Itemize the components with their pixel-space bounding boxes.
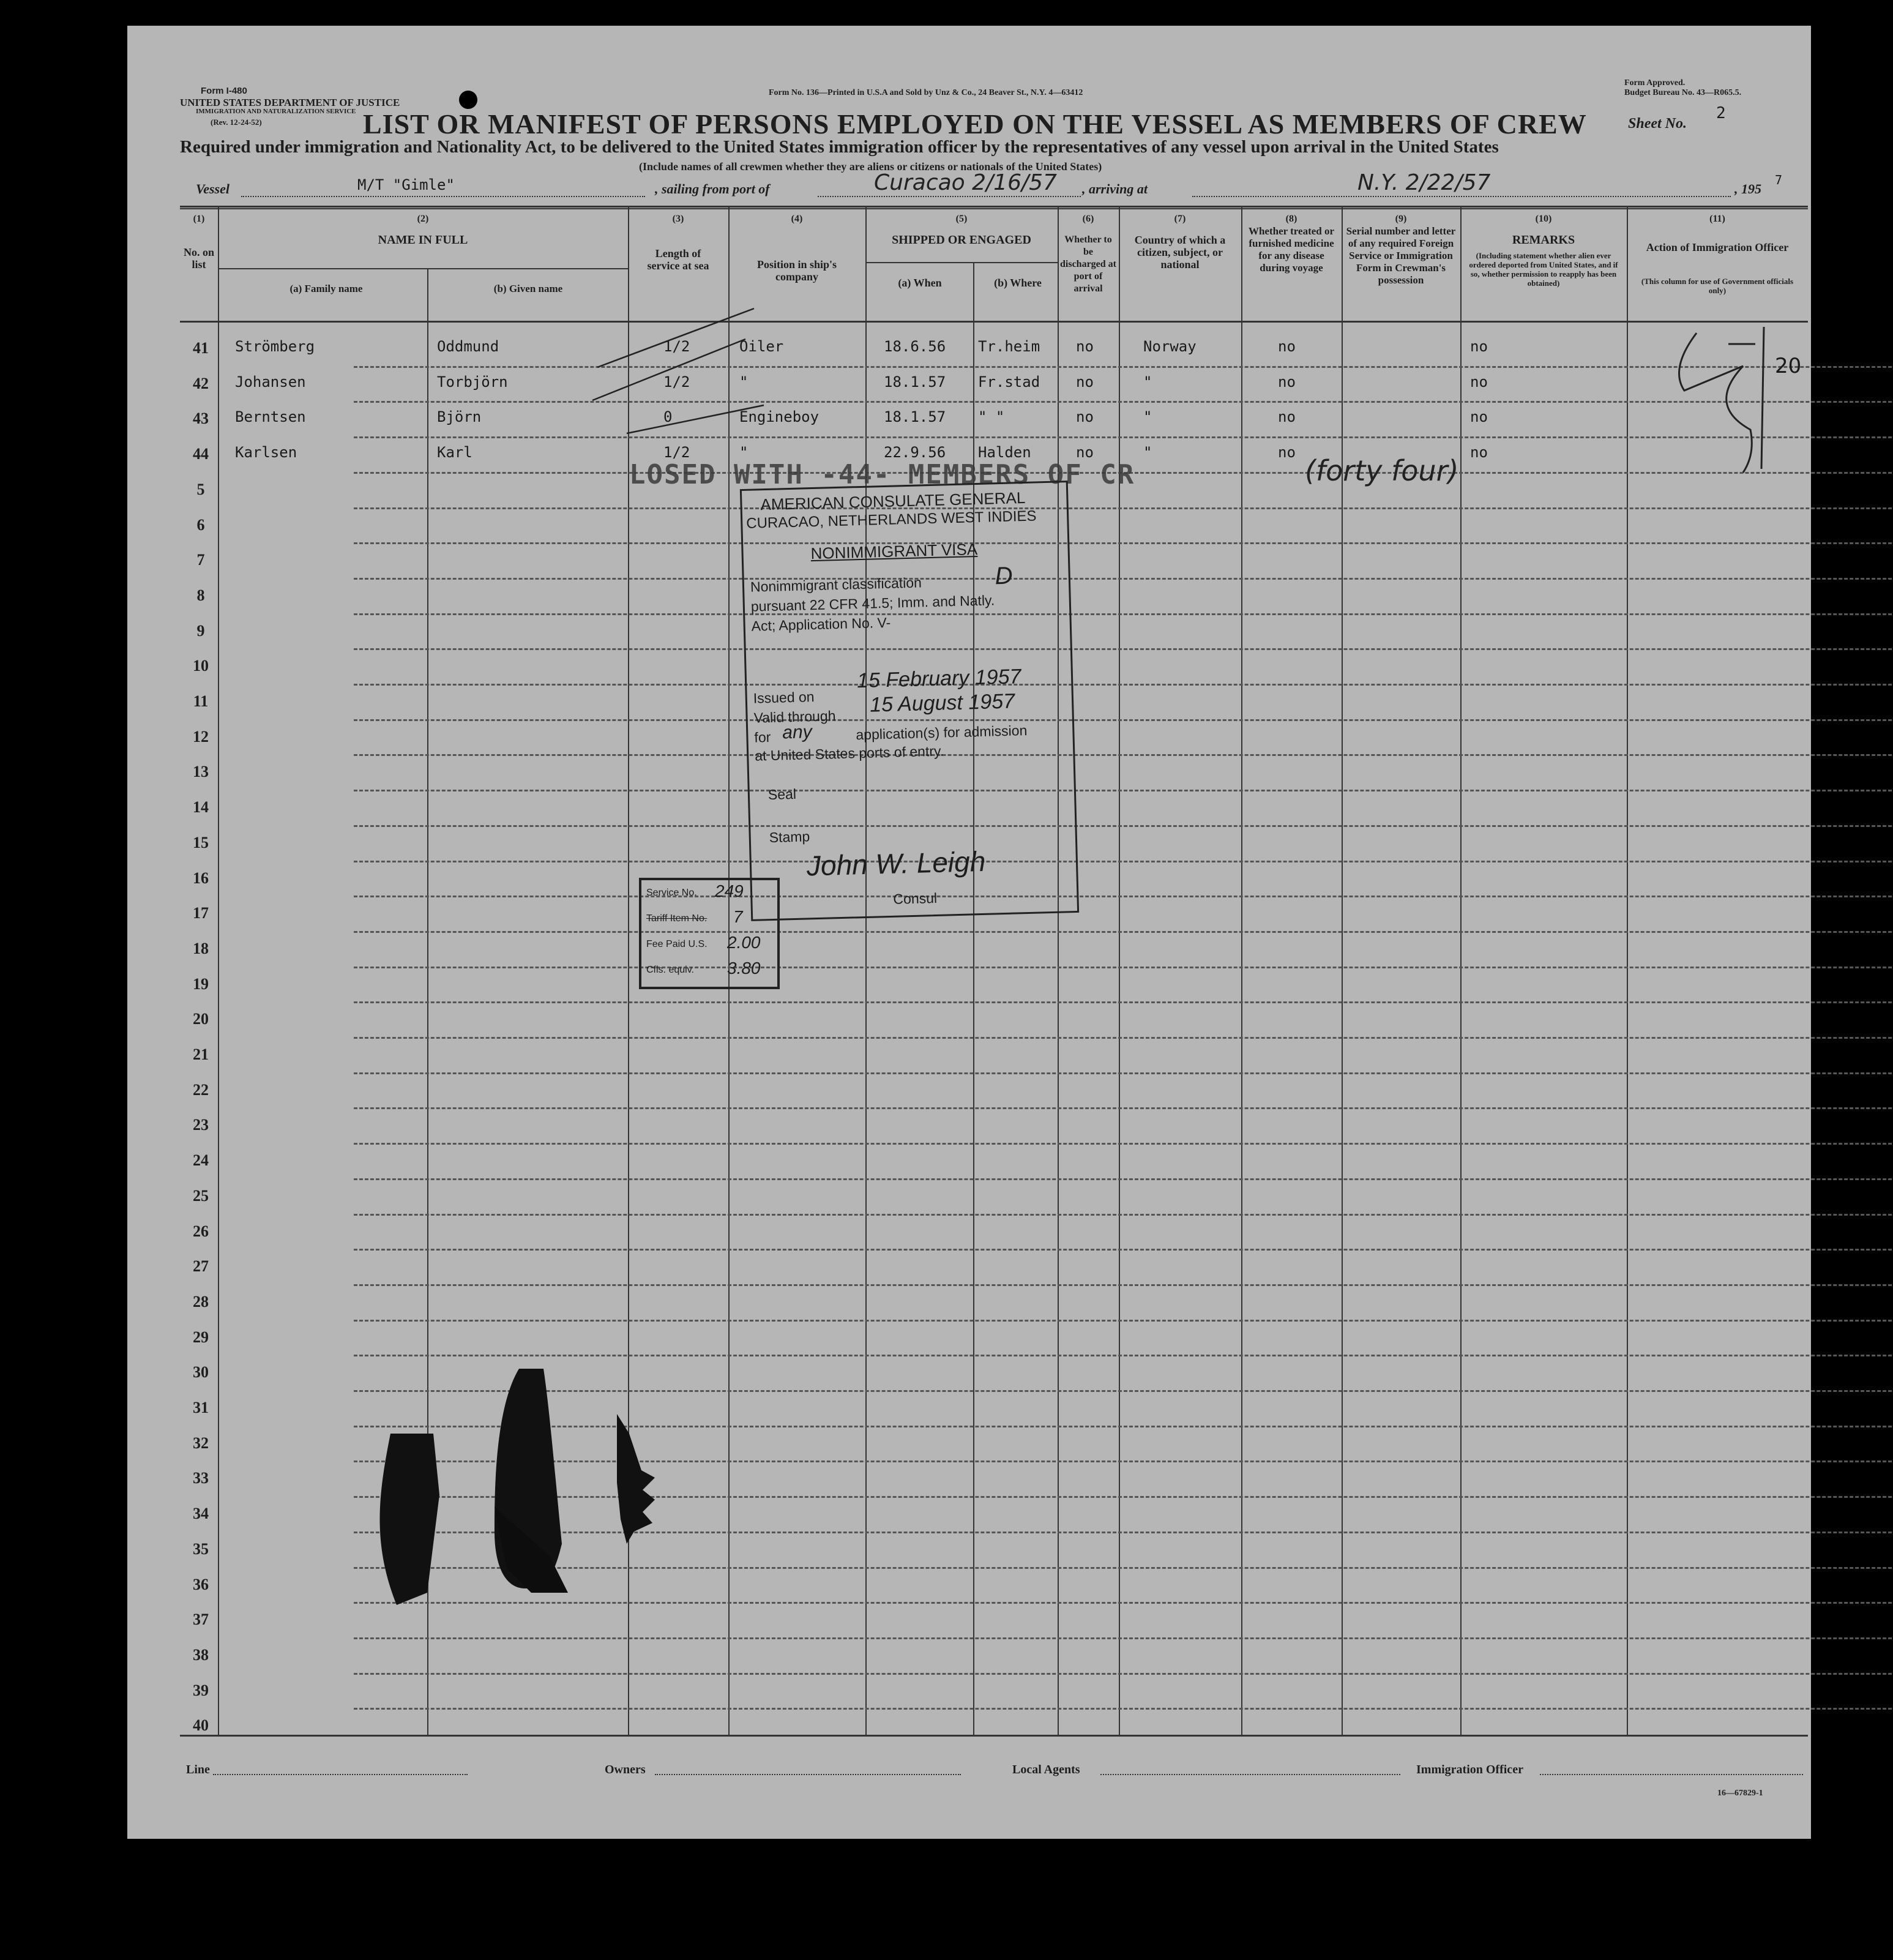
crew-family-name: Berntsen [235,408,306,425]
fee-paid-value: 2.00 [727,933,761,952]
crew-remarks: no [1470,338,1488,355]
col2b-label: (b) Given name [493,283,563,294]
footer-owners-label: Owners [605,1763,646,1776]
year-label: , 195 [1734,181,1761,196]
paper-damage [127,26,1811,1839]
crew-country: " [1143,408,1152,425]
row-number: 7 [196,551,205,569]
visa-signature: John W. Leigh [806,845,986,882]
year-value: 7 [1775,173,1783,187]
form-number: Form I-480 [201,86,247,96]
crew-family-name: Johansen [235,373,306,391]
visa-stamp-label: Stamp [769,828,810,846]
col2a-label: (a) Family name [289,283,363,294]
visa-valid-value: 15 August 1957 [869,689,1015,717]
crew-length-of-service: 1/2 [663,444,690,461]
crew-position: " [739,444,749,461]
crew-treated: no [1278,408,1296,425]
fee-tariff-label: Tariff Item No. [646,913,708,924]
row-number: 13 [193,763,209,780]
col9-number: (9) [1395,214,1407,224]
form-approved: Form Approved. [1624,78,1686,88]
crew-shipped-when: 18.6.56 [884,338,946,355]
row-number: 20 [193,1010,209,1028]
row-number: 6 [196,516,205,534]
manifest-page [127,26,1811,1839]
row-number: 19 [193,975,209,993]
row-number: 40 [193,1716,209,1734]
department: UNITED STATES DEPARTMENT OF JUSTICE [180,97,400,108]
crew-given-name: Karl [437,444,472,461]
row-number: 31 [193,1399,209,1416]
row-number: 11 [193,692,209,710]
crew-length-of-service: 0 [663,408,673,425]
crew-number: 41 [193,339,209,357]
fee-equiv-label: Cfls. equiv. [646,965,694,975]
footer-owners-underline [655,1774,961,1776]
col1-label: No. on list [183,246,214,271]
crew-position: " [739,373,749,391]
visa-for-label: for [754,728,771,746]
subnote: (Include names of all crewmen whether they are aliens or citizens or nationals of the United States) [639,160,1102,173]
sheet-label: Sheet No. [1628,116,1687,132]
col3-number: (3) [672,214,684,224]
crew-remarks: no [1470,373,1488,391]
col4-number: (4) [791,214,803,224]
crew-shipped-when: 22.9.56 [884,444,946,461]
row-number: 39 [193,1681,209,1699]
crew-shipped-where: Tr.heim [978,338,1040,355]
budget-bureau: Budget Bureau No. 43—R065.5. [1624,88,1742,97]
fee-service-label: Service No. [646,888,697,898]
crew-remarks: no [1470,408,1488,425]
visa-line1: AMERICAN CONSULATE GENERAL [760,488,1026,514]
row-number: 26 [193,1222,209,1240]
crew-treated: no [1278,373,1296,391]
vessel-label: Vessel [196,181,230,196]
fee-paid-label: Fee Paid U.S. [646,939,708,949]
closing-handwriting: (forty four) [1305,454,1459,487]
sailing-port: Curacao 2/16/57 [874,170,1057,195]
fee-equiv-value: 3.80 [727,959,761,978]
crew-position: Engineboy [739,408,820,425]
service-name: IMMIGRATION AND NATURALIZATION SERVICE [196,108,356,115]
crew-remarks: no [1470,444,1488,461]
col1-number: (1) [193,214,205,224]
crew-number: 43 [193,410,209,427]
crew-shipped-where: " " [978,408,1005,425]
crew-country: " [1143,444,1152,461]
footer-form-code: 16—67829-1 [1717,1789,1763,1798]
visa-for-value: any [782,722,813,743]
col6-label: Whether to be discharged at port of arrival [1060,234,1116,294]
col11-label: Action of Immigration Officer [1646,241,1789,253]
crew-position: Oiler [739,338,784,355]
crew-given-name: Oddmund [437,338,499,355]
printer-note: Form No. 136—Printed in U.S.A and Sold by Unz & Co., 24 Beaver St., N.Y. 4—63412 [769,88,1083,97]
col11-note: (This column for use of Government officials only) [1641,277,1794,295]
closing-stamp: LOSED WITH -44- MEMBERS OF CR [629,459,1135,490]
col2-number: (2) [417,214,429,224]
visa-issued-label: Issued on [753,689,815,706]
vessel-name: M/T "Gimle" [357,176,455,193]
sheet-number: 2 [1716,104,1726,122]
crew-shipped-where: Halden [978,444,1031,461]
visa-issued-value: 15 February 1957 [856,665,1021,693]
col11-number: (11) [1709,214,1725,224]
footer-agents-label: Local Agents [1012,1763,1080,1776]
crew-given-name: Torbjörn [437,373,508,391]
col5b-label: (b) Where [994,277,1042,289]
row-number: 24 [193,1151,209,1169]
crew-treated: no [1278,444,1296,461]
crew-shipped-when: 18.1.57 [884,408,946,425]
row-number: 17 [193,904,209,922]
visa-line5: pursuant 22 CFR 41.5; Imm. and Natly. [750,592,995,615]
col9-label: Serial number and letter of any required Foreign Service or Immigration Form in Crewman's possession [1346,225,1456,286]
crew-length-of-service: 1/2 [663,338,690,355]
crew-number: 44 [193,445,209,463]
crew-shipped-when: 18.1.57 [884,373,946,391]
col2-label: NAME IN FULL [378,233,468,247]
row-number: 22 [193,1081,209,1099]
crew-discharged: no [1076,408,1094,425]
row-number: 12 [193,728,209,746]
row-number: 38 [193,1646,209,1664]
row-number: 25 [193,1187,209,1205]
visa-consul: Consul [893,889,938,907]
crew-treated: no [1278,338,1296,355]
row-number: 36 [193,1576,209,1593]
row-number: 16 [193,869,209,887]
col5a-label: (a) When [898,277,942,289]
row-number: 9 [196,622,205,640]
visa-line4: Nonimmigrant classification [750,574,922,595]
crew-discharged: no [1076,444,1094,461]
crew-country: " [1143,373,1152,391]
crew-length-of-service: 1/2 [663,373,690,391]
crew-discharged: no [1076,373,1094,391]
sailing-label: , sailing from port of [655,181,770,196]
row-number: 15 [193,834,209,851]
visa-line2: CURACAO, NETHERLANDS WEST INDIES [745,507,1037,532]
row-number: 33 [193,1469,209,1487]
revision: (Rev. 12-24-52) [211,118,262,127]
side-note: 20 [1775,354,1802,378]
footer-line-label: Line [186,1763,210,1776]
row-number: 28 [193,1293,209,1311]
col7-number: (7) [1174,214,1186,224]
footer-agents-underline [1100,1774,1400,1776]
row-number: 14 [193,798,209,816]
footer-officer-label: Immigration Officer [1416,1763,1523,1776]
col3-label: Length of service at sea [647,247,709,272]
row-number: 8 [196,586,205,604]
footer-line-underline [213,1774,468,1776]
visa-seal: Seal [767,785,797,803]
col5-number: (5) [955,214,968,224]
arriving-label: , arriving at [1082,181,1148,196]
crew-given-name: Björn [437,408,482,425]
crew-family-name: Karlsen [235,444,297,461]
row-number: 23 [193,1116,209,1134]
col10-note: (Including statement whether alien ever ordered deported from United States, and if so, whether permission to reapply has been obtained) [1469,251,1618,288]
document-title: LIST OR MANIFEST OF PERSONS EMPLOYED ON THE VESSEL AS MEMBERS OF CREW [363,108,1587,140]
row-number: 27 [193,1257,209,1275]
fee-tariff-value: 7 [733,907,743,926]
visa-line3: NONIMMIGRANT VISA [810,540,978,563]
col8-label: Whether treated or furnished medicine for any disease during voyage [1248,225,1335,274]
row-number: 32 [193,1434,209,1452]
crew-family-name: Strömberg [235,338,315,355]
col10-label: REMARKS [1512,233,1575,247]
col10-number: (10) [1535,214,1552,224]
crew-shipped-where: Fr.stad [978,373,1040,391]
row-number: 10 [193,657,209,675]
row-number: 29 [193,1328,209,1346]
col4-label: Position in ship's company [756,258,837,283]
crew-number: 42 [193,375,209,392]
visa-valid-label: Valid through [753,708,836,726]
row-number: 18 [193,940,209,957]
visa-ports-text: at United States ports of entry. [754,742,944,764]
visa-line6: Act; Application No. V- [751,614,891,634]
col5-label: SHIPPED OR ENGAGED [892,233,1031,247]
row-number: 30 [193,1363,209,1381]
row-number: 37 [193,1610,209,1628]
col8-number: (8) [1285,214,1297,224]
row-number: 35 [193,1540,209,1558]
fee-service-value: 249 [715,881,744,900]
row-number: 34 [193,1505,209,1522]
row-number: 5 [196,481,205,498]
row-number: 21 [193,1045,209,1063]
crew-discharged: no [1076,338,1094,355]
col6-number: (6) [1082,214,1094,224]
visa-classification: D [995,562,1014,590]
visa-application-text: application(s) for admission [856,722,1028,743]
crew-country: Norway [1143,338,1197,355]
footer-officer-underline [1540,1774,1803,1776]
col7-label: Country of which a citizen, subject, or national [1134,234,1226,271]
subtitle: Required under immigration and Nationality Act, to be delivered to the United States immigration officer by the representatives of any vessel upon arrival in the United States [180,137,1499,157]
arriving-port: N.Y. 2/22/57 [1357,170,1491,195]
